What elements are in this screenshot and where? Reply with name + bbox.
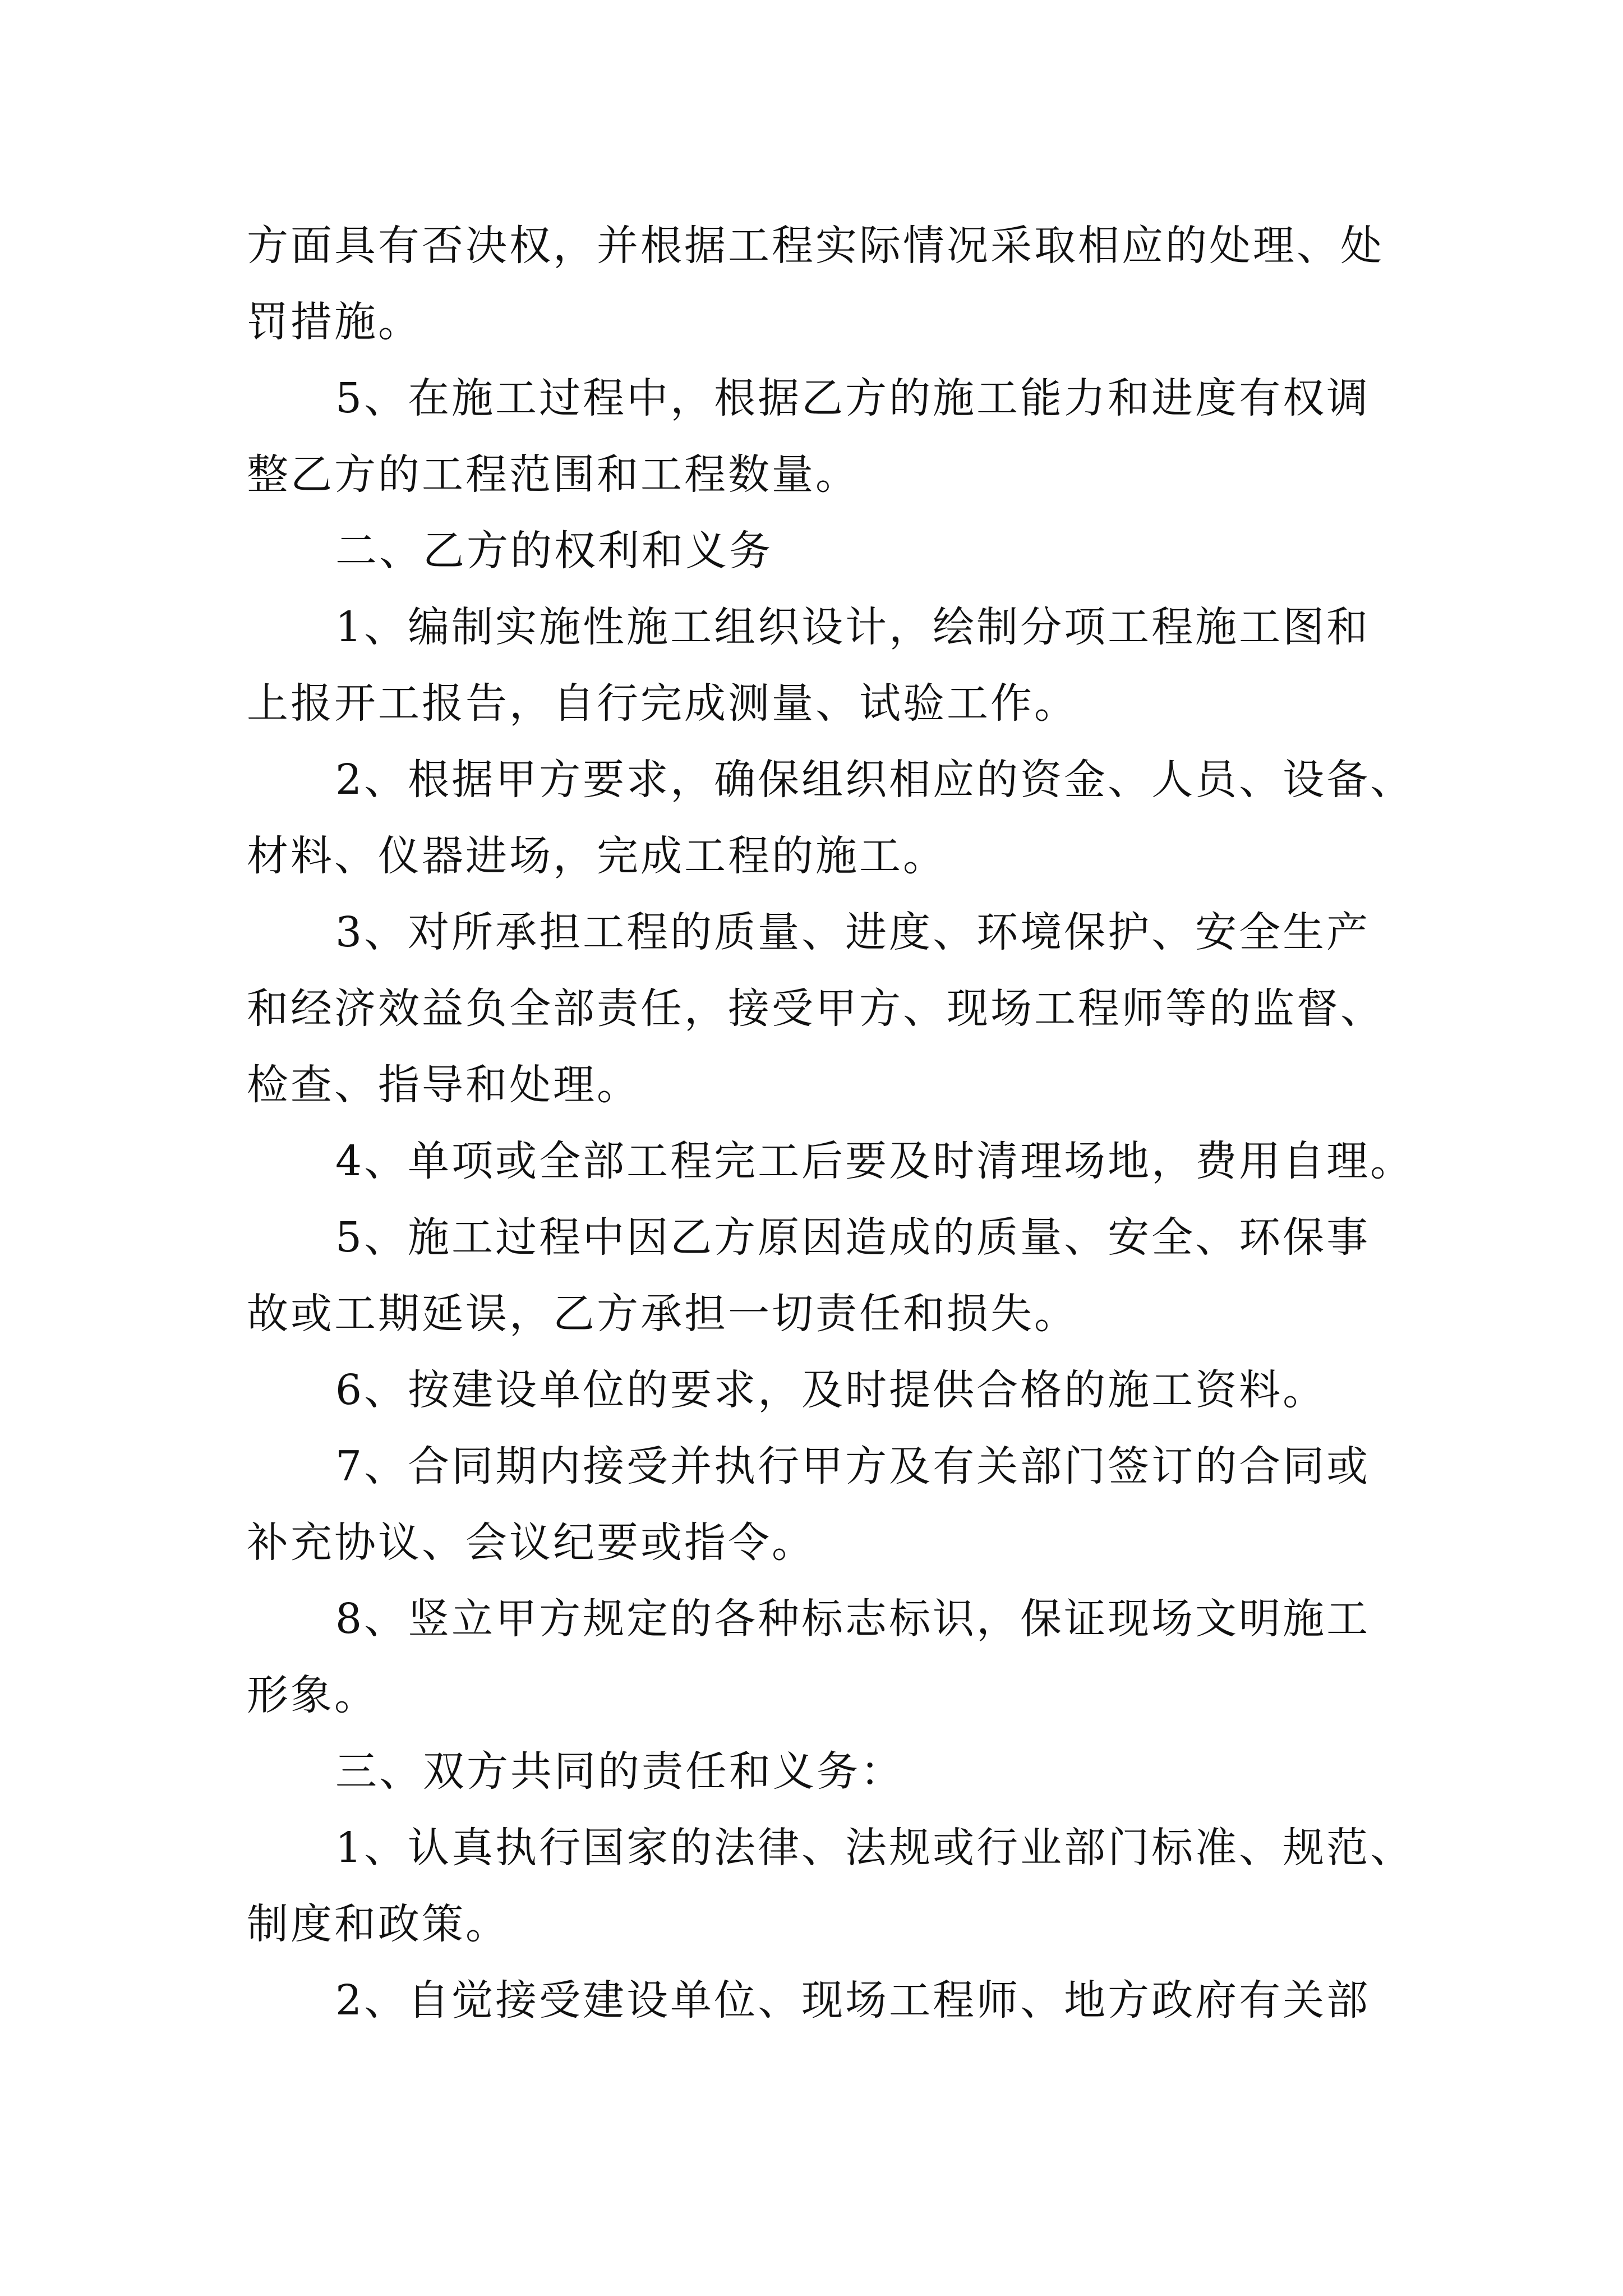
text-line: 7、合同期内接受并执行甲方及有关部门签订的合同或 (335, 1442, 1371, 1490)
section-heading: 二、乙方的权利和义务 (335, 527, 773, 575)
text-line: 2、根据甲方要求，确保组织相应的资金、人员、设备、 (335, 756, 1414, 804)
text-line: 6、按建设单位的要求，及时提供合格的施工资料。 (335, 1366, 1327, 1414)
text-line: 检查、指导和处理。 (247, 1061, 640, 1109)
text-line: 8、竖立甲方规定的各种标志标识，保证现场文明施工 (335, 1595, 1371, 1643)
section-heading: 三、双方共同的责任和义务： (335, 1747, 904, 1796)
text-line: 整乙方的工程范围和工程数量。 (247, 450, 859, 499)
text-line: 5、施工过程中因乙方原因造成的质量、安全、环保事 (335, 1213, 1371, 1262)
text-line: 4、单项或全部工程完工后要及时清理场地，费用自理。 (335, 1137, 1414, 1185)
text-line: 方面具有否决权，并根据工程实际情况采取相应的处理、处 (247, 222, 1384, 270)
text-line: 3、对所承担工程的质量、进度、环境保护、安全生产 (335, 908, 1371, 956)
text-line: 2、自觉接受建设单位、现场工程师、地方政府有关部 (335, 1976, 1371, 2024)
text-line: 制度和政策。 (247, 1900, 509, 1948)
text-line: 1、编制实施性施工组织设计，绘制分项工程施工图和 (335, 603, 1371, 651)
text-line: 故或工期延误，乙方承担一切责任和损失。 (247, 1290, 1078, 1338)
text-line: 补充协议、会议纪要或指令。 (247, 1519, 815, 1567)
text-line: 1、认真执行国家的法律、法规或行业部门标准、规范、 (335, 1824, 1414, 1872)
body-text (247, 208, 1414, 2039)
text-line: 5、在施工过程中，根据乙方的施工能力和进度有权调 (335, 374, 1371, 422)
text-line: 罚措施。 (247, 298, 422, 346)
text-line: 和经济效益负全部责任，接受甲方、现场工程师等的监督、 (247, 984, 1384, 1033)
text-line: 上报开工报告，自行完成测量、试验工作。 (247, 679, 1078, 728)
text-line: 材料、仪器进场，完成工程的施工。 (247, 832, 947, 880)
text-line: 形象。 (247, 1671, 378, 1719)
